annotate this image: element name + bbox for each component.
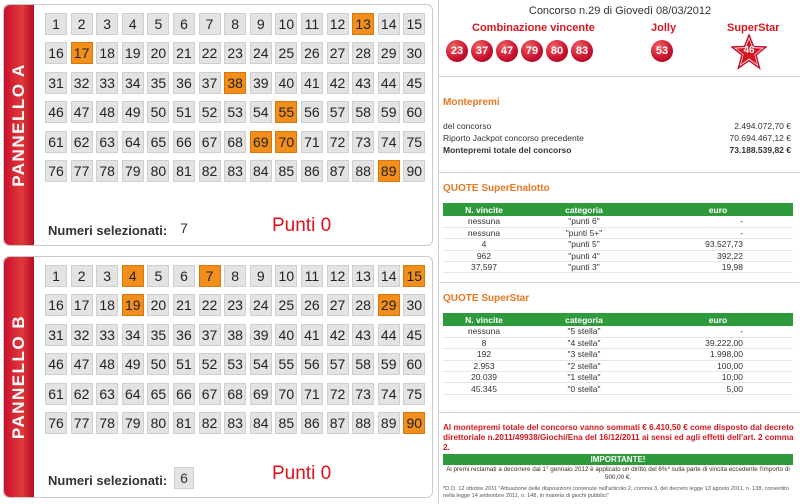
number-cell[interactable]: 86 (301, 160, 323, 182)
table-row (443, 349, 793, 360)
number-cell[interactable]: 49 (122, 353, 144, 375)
number-cell[interactable]: 14 (378, 265, 400, 287)
winning-ball: 79 (521, 40, 543, 62)
superenalotto-quote-table (443, 203, 793, 273)
number-cell[interactable]: 34 (122, 324, 144, 346)
number-cell[interactable]: 57 (327, 101, 349, 123)
number-cell[interactable]: 69 (250, 131, 272, 153)
table-cell: 2.953 (443, 360, 525, 371)
number-cell[interactable]: 59 (378, 101, 400, 123)
table-cell: 392,22 (643, 250, 793, 261)
number-cell[interactable]: 20 (147, 42, 169, 64)
number-cell[interactable]: 43 (352, 72, 374, 94)
table-cell: "3 stella" (525, 349, 643, 360)
table-cell: 1.998,00 (643, 349, 793, 360)
winning-ball: 47 (496, 40, 518, 62)
column-header: N. vincite (443, 313, 525, 326)
table-row (443, 360, 793, 371)
winning-ball: 23 (446, 40, 468, 62)
number-cell[interactable]: 80 (147, 160, 169, 182)
number-cell[interactable]: 36 (173, 324, 195, 346)
number-cell[interactable]: 58 (352, 101, 374, 123)
number-cell[interactable]: 64 (122, 131, 144, 153)
panel-a-tab (4, 5, 34, 245)
number-cell[interactable]: 27 (327, 42, 349, 64)
number-cell[interactable]: 33 (96, 72, 118, 94)
table-cell: "0 stella" (525, 383, 643, 394)
number-cell[interactable]: 56 (301, 101, 323, 123)
superenalotto-quote-title: QUOTE SuperEnalotto (443, 183, 550, 194)
number-cell[interactable]: 8 (224, 265, 246, 287)
number-cell[interactable]: 12 (327, 265, 349, 287)
number-cell[interactable]: 78 (96, 412, 118, 434)
number-cell[interactable]: 26 (301, 42, 323, 64)
number-cell[interactable]: 18 (96, 294, 118, 316)
number-cell[interactable]: 84 (250, 412, 272, 434)
number-cell[interactable]: 3 (96, 13, 118, 35)
number-cell[interactable]: 77 (71, 412, 93, 434)
number-cell[interactable]: 23 (224, 42, 246, 64)
number-cell[interactable]: 57 (327, 353, 349, 375)
number-cell[interactable]: 71 (301, 131, 323, 153)
number-cell[interactable]: 79 (122, 160, 144, 182)
number-cell[interactable]: 13 (352, 265, 374, 287)
number-cell[interactable]: 54 (250, 101, 272, 123)
panel-a-selected-count: 7 (180, 220, 188, 236)
number-cell[interactable]: 18 (96, 42, 118, 64)
number-cell[interactable]: 30 (403, 294, 425, 316)
number-cell[interactable]: 22 (199, 42, 221, 64)
number-cell[interactable]: 51 (173, 353, 195, 375)
table-cell: nessuna (443, 227, 525, 238)
panel-b-label: PANNELLO B (9, 314, 28, 440)
number-cell[interactable]: 69 (250, 383, 272, 405)
number-cell[interactable]: 37 (199, 324, 221, 346)
montepremi-title: Montepremi (443, 97, 500, 108)
number-cell[interactable]: 65 (147, 131, 169, 153)
number-cell[interactable]: 72 (327, 383, 349, 405)
winning-numbers (446, 40, 593, 62)
number-cell[interactable]: 60 (403, 353, 425, 375)
table-cell: "punti 4" (525, 250, 643, 261)
number-cell[interactable]: 47 (71, 353, 93, 375)
number-cell[interactable]: 28 (352, 42, 374, 64)
number-cell[interactable]: 21 (173, 294, 195, 316)
divider (439, 172, 800, 173)
panel-b-selected-count: 6 (174, 467, 194, 489)
results-panel (438, 0, 800, 504)
number-cell[interactable]: 50 (147, 353, 169, 375)
table-cell: 19,98 (643, 262, 793, 273)
number-cell[interactable]: 35 (147, 324, 169, 346)
number-cell[interactable]: 55 (275, 353, 297, 375)
table-cell: nessuna (443, 326, 525, 337)
number-cell[interactable]: 89 (378, 160, 400, 182)
table-cell: 5,00 (643, 383, 793, 394)
number-cell[interactable]: 45 (403, 72, 425, 94)
number-cell[interactable]: 53 (224, 353, 246, 375)
number-cell[interactable]: 6 (173, 265, 195, 287)
number-cell[interactable]: 74 (378, 131, 400, 153)
number-cell[interactable]: 6 (173, 13, 195, 35)
superstar-badge (731, 34, 767, 70)
number-cell[interactable]: 87 (327, 160, 349, 182)
number-cell[interactable]: 5 (147, 13, 169, 35)
table-cell: 37.597 (443, 262, 525, 273)
number-cell[interactable]: 40 (275, 324, 297, 346)
number-cell[interactable]: 4 (122, 265, 144, 287)
number-cell[interactable]: 65 (147, 383, 169, 405)
panel-b-tab (4, 257, 34, 497)
number-cell[interactable]: 36 (173, 72, 195, 94)
panel-b-selected-label: Numeri selezionati: (48, 473, 168, 488)
number-cell[interactable]: 90 (403, 160, 425, 182)
number-cell[interactable]: 83 (224, 412, 246, 434)
number-cell[interactable]: 50 (147, 101, 169, 123)
number-cell[interactable]: 34 (122, 72, 144, 94)
number-cell[interactable]: 82 (199, 160, 221, 182)
superenalotto-rows (443, 216, 793, 273)
number-cell[interactable]: 73 (352, 383, 374, 405)
table-cell: "4 stella" (525, 337, 643, 348)
table-cell: 45.345 (443, 383, 525, 394)
number-cell[interactable]: 9 (250, 13, 272, 35)
number-cell[interactable]: 5 (147, 265, 169, 287)
superstar-rows (443, 326, 793, 394)
number-cell[interactable]: 46 (45, 101, 67, 123)
number-cell[interactable]: 60 (403, 101, 425, 123)
number-cell[interactable]: 86 (301, 412, 323, 434)
number-cell[interactable]: 67 (199, 131, 221, 153)
number-cell[interactable]: 38 (224, 72, 246, 94)
number-cell[interactable]: 8 (224, 13, 246, 35)
number-cell[interactable]: 55 (275, 101, 297, 123)
number-cell[interactable]: 54 (250, 353, 272, 375)
table-cell: "2 stella" (525, 360, 643, 371)
number-cell[interactable]: 90 (403, 412, 425, 434)
number-cell[interactable]: 2 (71, 265, 93, 287)
table-cell: "punti 5" (525, 239, 643, 250)
table-cell: "punti 3" (525, 262, 643, 273)
number-cell[interactable]: 82 (199, 412, 221, 434)
number-cell[interactable]: 41 (301, 72, 323, 94)
superstar-label: SuperStar (727, 22, 780, 34)
table-row (443, 227, 793, 238)
number-cell[interactable]: 15 (403, 265, 425, 287)
panel-a-punti: Punti 0 (272, 215, 332, 236)
number-cell[interactable]: 32 (71, 324, 93, 346)
number-cell[interactable]: 47 (71, 101, 93, 123)
table-cell: "punti 6" (525, 216, 643, 227)
montepremi-total-row (443, 145, 791, 155)
number-cell[interactable]: 19 (122, 294, 144, 316)
number-cell[interactable]: 74 (378, 383, 400, 405)
number-cell[interactable]: 81 (173, 160, 195, 182)
number-cell[interactable]: 24 (250, 42, 272, 64)
number-cell[interactable]: 66 (173, 383, 195, 405)
number-cell[interactable]: 27 (327, 294, 349, 316)
concorso-title: Concorso n.29 di Giovedì 08/03/2012 (528, 5, 712, 17)
importante-banner: IMPORTANTE! (443, 454, 793, 465)
column-header: categoria (525, 203, 643, 216)
number-cell[interactable]: 66 (173, 131, 195, 153)
table-cell: - (643, 326, 793, 337)
number-cell[interactable]: 88 (352, 160, 374, 182)
number-cell[interactable]: 1 (45, 265, 67, 287)
number-cell[interactable]: 48 (96, 101, 118, 123)
number-cell[interactable]: 17 (71, 294, 93, 316)
number-cell[interactable]: 70 (275, 131, 297, 153)
table-row (443, 372, 793, 383)
jolly-label: Jolly (651, 22, 677, 34)
table-cell: 4 (443, 239, 525, 250)
table-row (443, 262, 793, 273)
number-cell[interactable]: 81 (173, 412, 195, 434)
table-cell: 20.039 (443, 372, 525, 383)
number-cell[interactable]: 53 (224, 101, 246, 123)
number-cell[interactable]: 44 (378, 72, 400, 94)
montepremi-row (443, 133, 791, 143)
table-cell: 8 (443, 337, 525, 348)
number-cell[interactable]: 83 (224, 160, 246, 182)
number-cell[interactable]: 70 (275, 383, 297, 405)
table-cell: 192 (443, 349, 525, 360)
table-cell: "5 stella" (525, 326, 643, 337)
importante-text: Ai premi reclamati a decorrere dal 1° gennaio 2012 è applicato un diritto del 6%* sulla parte di vincita eccedente l'importo di 500,00 €. (446, 466, 790, 481)
table-cell: 93.527,73 (643, 239, 793, 250)
number-cell[interactable]: 37 (199, 72, 221, 94)
number-cell[interactable]: 62 (71, 383, 93, 405)
montepremi-row-value: 73.188.539,82 € (729, 145, 791, 155)
number-cell[interactable]: 85 (275, 412, 297, 434)
panel-b-punti: Punti 0 (272, 463, 332, 484)
table-row (443, 383, 793, 394)
table-row (443, 250, 793, 261)
panel-a-selected-label: Numeri selezionati: (48, 223, 168, 238)
number-cell[interactable]: 64 (122, 383, 144, 405)
number-cell[interactable]: 15 (403, 13, 425, 35)
number-cell[interactable]: 29 (378, 294, 400, 316)
number-cell[interactable]: 39 (250, 72, 272, 94)
number-cell[interactable]: 89 (378, 412, 400, 434)
number-cell[interactable]: 35 (147, 72, 169, 94)
table-row (443, 337, 793, 348)
montepremi-row-value: 70.694.467,12 € (729, 133, 791, 143)
number-cell[interactable]: 10 (275, 265, 297, 287)
number-cell[interactable]: 63 (96, 131, 118, 153)
number-cell[interactable]: 84 (250, 160, 272, 182)
fine-print: *D.O. 12 ottobre 2011 "Attuazione delle disposizioni contenute nell'articolo 2, comma 3, del decreto legge 13 agosto 2011, n. 138, convertito nella legge 14 settembre 2011, n. 148, in materia di giochi pubblici" (443, 486, 789, 499)
number-cell[interactable]: 33 (96, 324, 118, 346)
number-cell[interactable]: 52 (199, 101, 221, 123)
number-cell[interactable]: 79 (122, 412, 144, 434)
number-cell[interactable]: 16 (45, 42, 67, 64)
number-cell[interactable]: 77 (71, 160, 93, 182)
number-cell[interactable]: 22 (199, 294, 221, 316)
number-cell[interactable]: 52 (199, 353, 221, 375)
number-cell[interactable]: 25 (275, 294, 297, 316)
number-cell[interactable]: 10 (275, 13, 297, 35)
number-cell[interactable]: 59 (378, 353, 400, 375)
number-cell[interactable]: 24 (250, 294, 272, 316)
number-cell[interactable]: 85 (275, 160, 297, 182)
number-cell[interactable]: 42 (327, 324, 349, 346)
number-cell[interactable]: 11 (301, 13, 323, 35)
number-cell[interactable]: 75 (403, 131, 425, 153)
number-cell[interactable]: 61 (45, 131, 67, 153)
number-cell[interactable]: 23 (224, 294, 246, 316)
number-cell[interactable]: 49 (122, 101, 144, 123)
column-header: categoria (525, 313, 643, 326)
montepremi-row-label: del concorso (443, 121, 492, 131)
table-cell: "1 stella" (525, 372, 643, 383)
number-cell[interactable]: 20 (147, 294, 169, 316)
panel-b (3, 256, 433, 498)
column-header: euro (643, 313, 793, 326)
jolly-ball: 53 (651, 40, 673, 62)
montepremi-note: Al montepremi totale del concorso vanno sommati € 6.410,50 € come disposto dal decreto direttoriale n.2011/49938/Giochi/Ena del 16/12/2011 ai sensi ed agli effetti dell'art. 2 comma 2. (443, 423, 794, 452)
montepremi-row-value: 2.494.072,70 € (734, 121, 791, 131)
number-cell[interactable]: 40 (275, 72, 297, 94)
winning-ball: 80 (546, 40, 568, 62)
combinazione-label: Combinazione vincente (472, 22, 595, 34)
table-cell: 100,00 (643, 360, 793, 371)
number-cell[interactable]: 72 (327, 131, 349, 153)
number-cell[interactable]: 30 (403, 42, 425, 64)
number-cell[interactable]: 87 (327, 412, 349, 434)
number-cell[interactable]: 71 (301, 383, 323, 405)
table-row (443, 216, 793, 227)
number-cell[interactable]: 1 (45, 13, 67, 35)
number-cell[interactable]: 25 (275, 42, 297, 64)
number-cell[interactable]: 45 (403, 324, 425, 346)
montepremi-row-label: Riporto Jackpot concorso precedente (443, 133, 584, 143)
panel-a-number-grid (45, 13, 425, 182)
number-cell[interactable]: 42 (327, 72, 349, 94)
number-cell[interactable]: 9 (250, 265, 272, 287)
number-cell[interactable]: 68 (224, 383, 246, 405)
table-cell: "punti 5+" (525, 227, 643, 238)
table-cell: - (643, 216, 793, 227)
divider (439, 76, 800, 77)
panel-a (3, 4, 433, 246)
number-cell[interactable]: 16 (45, 294, 67, 316)
number-cell[interactable]: 46 (45, 353, 67, 375)
number-cell[interactable]: 76 (45, 412, 67, 434)
number-cell[interactable]: 73 (352, 131, 374, 153)
number-cell[interactable]: 26 (301, 294, 323, 316)
table-cell: - (643, 227, 793, 238)
number-cell[interactable]: 12 (327, 13, 349, 35)
column-header: euro (643, 203, 793, 216)
number-cell[interactable]: 28 (352, 294, 374, 316)
number-cell[interactable]: 80 (147, 412, 169, 434)
number-cell[interactable]: 31 (45, 72, 67, 94)
panel-a-label: PANNELLO A (9, 63, 28, 187)
winning-ball: 83 (571, 40, 593, 62)
number-cell[interactable]: 61 (45, 383, 67, 405)
divider (439, 282, 800, 283)
number-cell[interactable]: 44 (378, 324, 400, 346)
number-cell[interactable]: 3 (96, 265, 118, 287)
number-cell[interactable]: 14 (378, 13, 400, 35)
number-cell[interactable]: 67 (199, 383, 221, 405)
number-cell[interactable]: 32 (71, 72, 93, 94)
winning-ball: 37 (471, 40, 493, 62)
number-cell[interactable]: 17 (71, 42, 93, 64)
column-header: N. vincite (443, 203, 525, 216)
superstar-quote-title: QUOTE SuperStar (443, 293, 530, 304)
number-cell[interactable]: 63 (96, 383, 118, 405)
table-cell: nessuna (443, 216, 525, 227)
table-cell: 962 (443, 250, 525, 261)
montepremi-row-label: Montepremi totale del concorso (443, 145, 572, 155)
number-cell[interactable]: 41 (301, 324, 323, 346)
number-cell[interactable]: 19 (122, 42, 144, 64)
number-cell[interactable]: 7 (199, 265, 221, 287)
number-cell[interactable]: 31 (45, 324, 67, 346)
number-cell[interactable]: 58 (352, 353, 374, 375)
number-cell[interactable]: 13 (352, 13, 374, 35)
number-cell[interactable]: 43 (352, 324, 374, 346)
superstar-number: 46 (743, 45, 755, 56)
number-cell[interactable]: 62 (71, 131, 93, 153)
montepremi-row (443, 121, 791, 131)
panel-b-number-grid (45, 265, 425, 434)
number-cell[interactable]: 29 (378, 42, 400, 64)
number-cell[interactable]: 21 (173, 42, 195, 64)
number-cell[interactable]: 68 (224, 131, 246, 153)
number-cell[interactable]: 76 (45, 160, 67, 182)
number-cell[interactable]: 4 (122, 13, 144, 35)
number-cell[interactable]: 78 (96, 160, 118, 182)
table-row (443, 326, 793, 337)
number-cell[interactable]: 2 (71, 13, 93, 35)
number-cell[interactable]: 11 (301, 265, 323, 287)
number-cell[interactable]: 7 (199, 13, 221, 35)
number-cell[interactable]: 48 (96, 353, 118, 375)
number-cell[interactable]: 56 (301, 353, 323, 375)
number-cell[interactable]: 75 (403, 383, 425, 405)
number-cell[interactable]: 39 (250, 324, 272, 346)
number-cell[interactable]: 38 (224, 324, 246, 346)
divider (439, 412, 800, 413)
number-cell[interactable]: 51 (173, 101, 195, 123)
table-cell: 10,00 (643, 372, 793, 383)
table-row (443, 239, 793, 250)
number-cell[interactable]: 88 (352, 412, 374, 434)
superstar-quote-table (443, 313, 793, 395)
table-cell: 39.222,00 (643, 337, 793, 348)
